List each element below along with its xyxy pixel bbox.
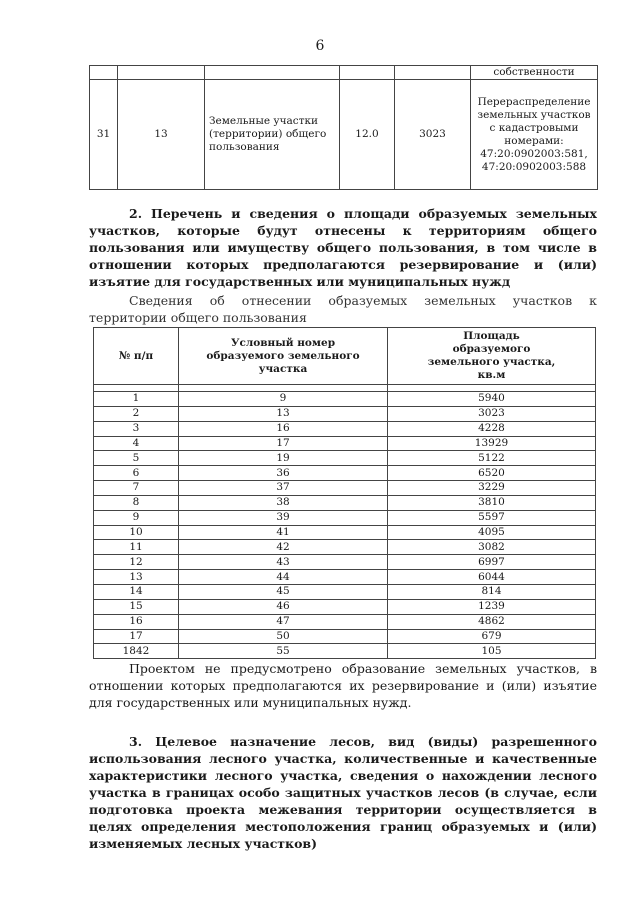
plot-area: 3810: [388, 495, 596, 510]
plot-area: 6997: [388, 555, 596, 570]
plot-description: Земельные участки (территории) общего пользования: [205, 80, 340, 190]
table-row: [94, 421, 596, 436]
row-number: 16: [94, 614, 179, 629]
table-row: [94, 392, 596, 407]
plot-number: 45: [179, 584, 388, 599]
plot-area: 3023: [395, 80, 471, 190]
plot-area: 4862: [388, 614, 596, 629]
plot-area: 13929: [388, 436, 596, 451]
table-row: [94, 436, 596, 451]
row-number: 15: [94, 599, 179, 614]
table-row: [94, 644, 596, 659]
row-number: 9: [94, 510, 179, 525]
plot-number: 37: [179, 481, 388, 496]
row-number: 3: [94, 421, 179, 436]
plots-table: [93, 327, 596, 659]
plot-area: 5122: [388, 451, 596, 466]
table-row-blank: [94, 385, 596, 392]
plot-note: Перераспределение земельных участков с кадастровыми номерами: 47:20:0902003:581, 47:20:0902003:588: [471, 80, 598, 190]
plot-number: 38: [179, 495, 388, 510]
row-number: 8: [94, 495, 179, 510]
row-number: 1842: [94, 644, 179, 659]
plot-number: 55: [179, 644, 388, 659]
ownership-cell: собственности: [471, 66, 598, 80]
plot-number: 50: [179, 629, 388, 644]
top-continuation-table: [89, 65, 598, 190]
plot-area: 4095: [388, 525, 596, 540]
table-row: [94, 495, 596, 510]
row-number: 11: [94, 540, 179, 555]
table-caption: Сведения об отнесении образуемых земельных участков к территории общего пользования: [89, 293, 597, 325]
table-row: [94, 614, 596, 629]
plot-area: 3023: [388, 406, 596, 421]
header-plot-number: Условный номер образуемого земельного участка: [179, 328, 388, 385]
table-row: [94, 466, 596, 481]
plot-number: 13: [179, 406, 388, 421]
plot-number: 16: [179, 421, 388, 436]
header-number: № п/п: [94, 328, 179, 385]
row-number: 12: [94, 555, 179, 570]
table-row: [94, 481, 596, 496]
plot-number: 43: [179, 555, 388, 570]
plot-area: 4228: [388, 421, 596, 436]
plot-area: 814: [388, 584, 596, 599]
section-2-heading: 2. Перечень и сведения о площади образуемых земельных участков, которые будут отнесены к территориям общего пользования или имуществу общего пользования, в том числе в отношении которых предполагаются резервирование и (или) изъятие для государственных или муниципальных нужд: [89, 206, 597, 289]
section-3-heading: 3. Целевое назначение лесов, вид (виды) разрешенного использования лесного участка, количественные и качественные характеристики лесного участка, сведения о нахождении лесного участка в границах особо защитных участков лесов (в случае, если подготовка проекта межевания территории осуществляется в целях определения местоположения границ образуемых и (или) изменяемых лесных участков): [89, 734, 597, 851]
plot-number: 47: [179, 614, 388, 629]
plot-number: 13: [118, 80, 205, 190]
table-row: [94, 555, 596, 570]
plot-area: 3082: [388, 540, 596, 555]
plot-number: 36: [179, 466, 388, 481]
row-number: 17: [94, 629, 179, 644]
table-row: [94, 629, 596, 644]
plot-area: 6520: [388, 466, 596, 481]
row-number: 5: [94, 451, 179, 466]
row-number: 1: [94, 392, 179, 407]
row-number: 31: [90, 80, 118, 190]
plots-table-body: [94, 385, 596, 659]
row-number: 7: [94, 481, 179, 496]
table-row: [94, 406, 596, 421]
header-area: Площадь образуемого земельного участка, кв.м: [388, 328, 596, 385]
plot-scale: 12.0: [340, 80, 395, 190]
plot-number: 46: [179, 599, 388, 614]
table-row: [94, 451, 596, 466]
no-reservation-note: Проектом не предусмотрено образование земельных участков, в отношении которых предполагаются их резервирование и (или) изъятие для государственных или муниципальных нужд.: [89, 661, 597, 710]
table-row-partial: [90, 66, 598, 80]
row-number: 10: [94, 525, 179, 540]
row-number: 2: [94, 406, 179, 421]
row-number: 4: [94, 436, 179, 451]
plot-number: 44: [179, 570, 388, 585]
plot-area: 3229: [388, 481, 596, 496]
plot-number: 42: [179, 540, 388, 555]
table-row: [94, 584, 596, 599]
table-row: [94, 570, 596, 585]
row-number: 6: [94, 466, 179, 481]
table-row: [94, 599, 596, 614]
page-number: 6: [315, 38, 325, 54]
plot-number: 19: [179, 451, 388, 466]
plot-area: 5597: [388, 510, 596, 525]
plot-area: 679: [388, 629, 596, 644]
table-row: [90, 80, 598, 190]
plot-number: 17: [179, 436, 388, 451]
plot-area: 105: [388, 644, 596, 659]
plot-area: 5940: [388, 392, 596, 407]
row-number: 14: [94, 584, 179, 599]
row-number: 13: [94, 570, 179, 585]
plot-area: 6044: [388, 570, 596, 585]
table-header-row: [94, 328, 596, 385]
table-row: [94, 510, 596, 525]
plot-area: 1239: [388, 599, 596, 614]
plot-number: 9: [179, 392, 388, 407]
table-row: [94, 525, 596, 540]
table-row: [94, 540, 596, 555]
plot-number: 41: [179, 525, 388, 540]
plot-number: 39: [179, 510, 388, 525]
